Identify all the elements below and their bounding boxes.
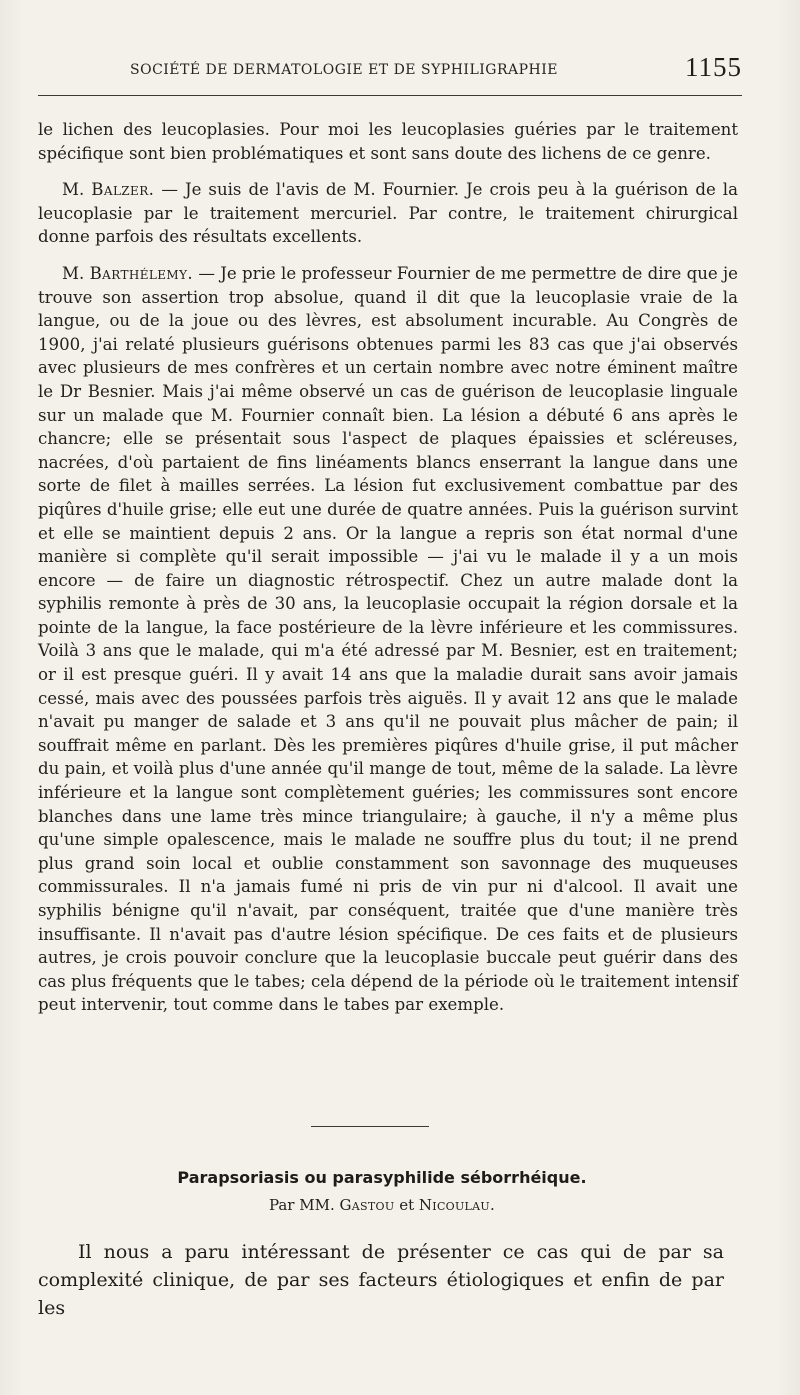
- header-rule: [38, 95, 742, 96]
- article-title: Parapsoriasis ou parasyphilide séborrhéique.: [177, 1168, 587, 1187]
- discussion-text: [38, 118, 738, 1017]
- paragraph-continuation: le lichen des leucoplasies. Pour moi les leucoplasies guéries par le traitement spécifique sont bien problématiques et sont sans doute des lichens de ce genre.: [38, 120, 738, 163]
- author-name: Gastou: [339, 1196, 395, 1214]
- author-name: Nicoulau.: [418, 1196, 496, 1214]
- paragraph-balzer: [38, 178, 738, 249]
- paragraph-barthelemy: [38, 262, 738, 1017]
- speaker-name: Barthélemy.: [89, 263, 194, 283]
- article-authors: [0, 1196, 764, 1214]
- authors-and: et: [399, 1196, 415, 1214]
- speaker-prefix: M.: [62, 180, 85, 200]
- section-separator: [311, 1126, 429, 1127]
- authors-by: Par MM.: [268, 1196, 335, 1214]
- speaker-name: Balzer.: [91, 180, 155, 200]
- paragraph-text: — Je prie le professeur Fournier de me permettre de dire que je trouve son assertion trop absolue, quand il dit que la leucoplasie vraie de la langue, ou de la joue ou des lèvres, est absolument incurable. Au Congrès de 1900, j'ai relaté plusieurs guérisons obtenues parmi les 83 cas que j'ai observés avec plusieurs de mes confrères et un certain nombre avec notre éminent maître le Dr Besnier. Mais j'ai même observé un cas de guérison de leucoplasie linguale sur un malade que M. Fournier connaît bien. La lésion a débuté 6 ans après le chancre; elle se présentait sous l'aspect de plaques épaissies et scléreuses, nacrées, d'où partaient de fins linéaments blancs enserrant la langue dans une sorte de filet à mailles serrées. La lésion fut exclusivement combattue par des piqûres d'huile grise; elle eut une durée de quatre années. Puis la guérison survint et elle se maintient depuis 2 ans. Or la langue a repris son état normal d'une manière si complète qu'il serait impossible — j'ai vu le malade il y a un mois encore — de faire un diagnostic rétrospectif. Chez un autre malade dont la syphilis remonte à près de 30 ans, la leucoplasie occupait la région dorsale et la pointe de la langue, la face postérieure de la lèvre inférieure et les commissures. Voilà 3 ans que le malade, qui m'a été adressé par M. Besnier, est en traitement; or il est presque guéri. Il y avait 14 ans que la maladie durait sans avoir jamais cessé, mais avec des poussées parfois très aiguës. Il y avait 12 ans que le malade n'avait pu manger de salade et 3 ans qu'il ne pouvait plus mâcher de pain; il souffrait même en parlant. Dès les premières piqûres d'huile grise, il put mâcher du pain, et voilà plus d'une année qu'il mange de tout, même de la salade. La lèvre inférieure et la langue sont complètement guéries; les commissures sont encore blanches dans une lame très mince triangulaire; à gauche, il n'y a même plus qu'une simple opalescence, mais le malade ne souffre plus du tout; il ne prend plus grand soin local et oublie constamment son savonnage des muqueuses commissurales. Il n'a jamais fumé ni pris de vin pur ni d'alcool. Il avait une syphilis bénigne qu'il n'avait, par conséquent, traitée que d'une manière très insuffisante. Il n'avait pas d'autre lésion spécifique. De ces faits et de plusieurs autres, je crois pouvoir conclure que la leucoplasie buccale peut guérir dans des cas plus fréquents que le tabes; cela dépend de la période où le traitement intensif peut intervenir, tout comme dans le tabes par exemple.: [38, 263, 738, 1015]
- paragraph-text: — Je suis de l'avis de M. Fournier. Je crois peu à la guérison de la leucoplasie par le traitement mercuriel. Par contre, le traitement chirurgical donne parfois des résultats excellents.: [38, 180, 739, 247]
- page-header: [38, 52, 742, 82]
- speaker-prefix: M.: [62, 263, 85, 283]
- running-title: SOCIÉTÉ DE DERMATOLOGIE ET DE SYPHILIGRAPHIE: [130, 62, 559, 78]
- page-number: 1155: [685, 52, 742, 82]
- article-opening-text: Il nous a paru intéressant de présenter ce cas qui de par sa complexité clinique, de par ses facteurs étiologiques et enfin de par les: [38, 1241, 724, 1319]
